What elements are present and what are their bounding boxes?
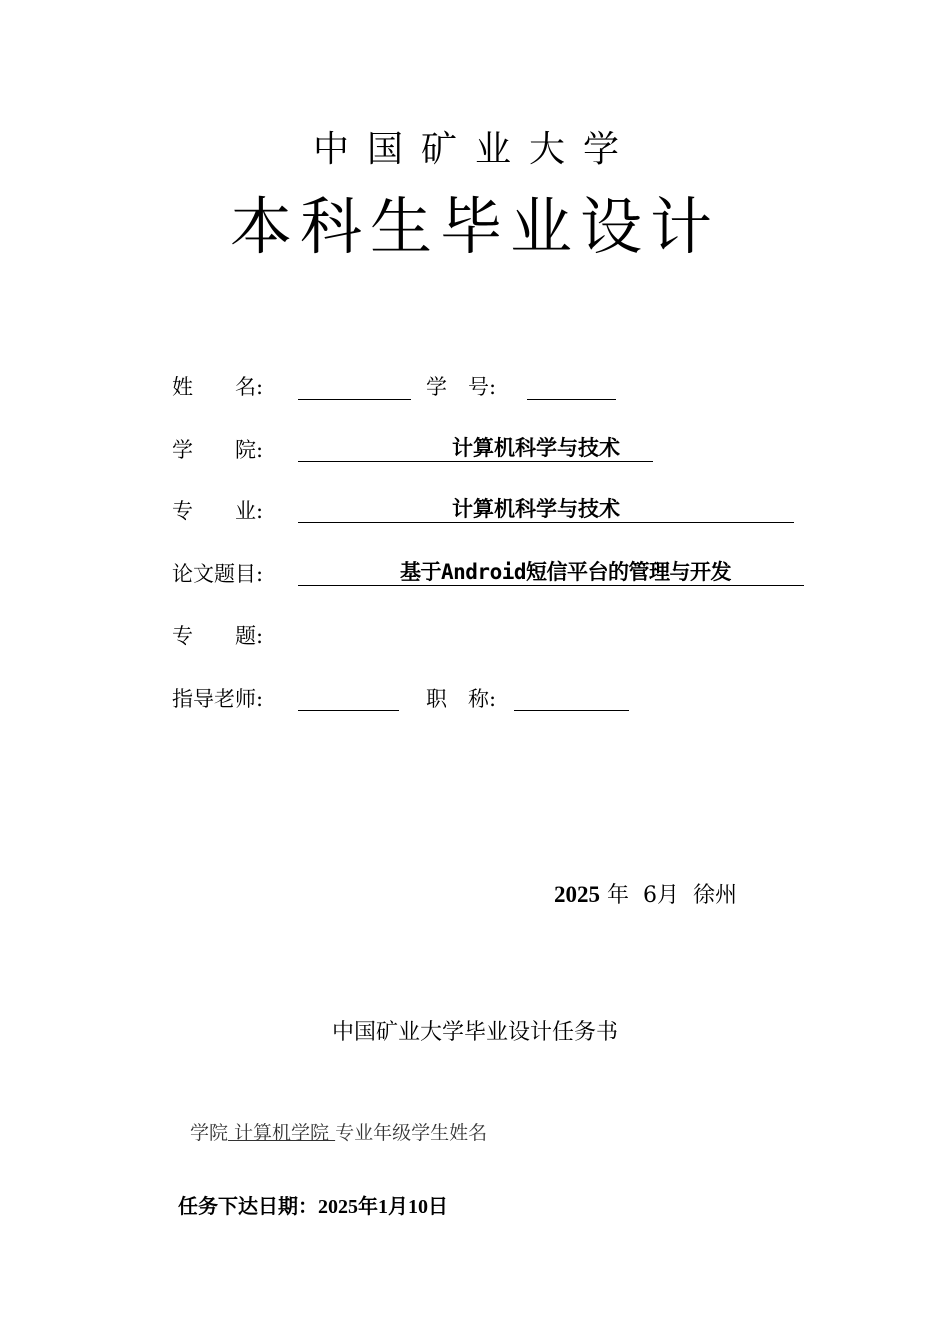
major-value: 计算机科学与技术 — [452, 497, 620, 521]
cover-month: 6月 — [643, 883, 680, 908]
task-college-prefix: 学院 — [190, 1122, 229, 1144]
college-value: 计算机科学与技术 — [452, 436, 620, 460]
task-college-line — [190, 1120, 487, 1146]
thesis-value: 基于Android短信平台的管理与开发 — [400, 560, 732, 584]
university-name: 中国矿业大学 — [312, 129, 637, 170]
task-book-title: 中国矿业大学毕业设计任务书 — [331, 1020, 618, 1045]
cover-year-unit: 年 — [607, 883, 630, 908]
thesis-label: 论文题目: — [172, 562, 264, 586]
task-issue-date: 任务下达日期：2025年1月10日 — [178, 1196, 448, 1218]
task-college-suffix: 专业年级学生姓名 — [335, 1122, 488, 1144]
cover-city: 徐州 — [693, 883, 738, 908]
rank-label: 职 称: — [426, 687, 497, 711]
name-field — [298, 372, 411, 400]
task-college-value: 计算机学院 — [228, 1122, 336, 1144]
document-title: 本科生毕业设计 — [229, 190, 720, 263]
student-id-field — [527, 372, 616, 400]
advisor-label: 指导老师: — [172, 687, 264, 711]
name-label: 姓 名: — [172, 375, 264, 399]
student-id-label: 学 号: — [426, 375, 497, 399]
cover-date — [554, 880, 737, 911]
college-label: 学 院: — [172, 438, 264, 462]
advisor-field — [298, 683, 399, 711]
topic-label: 专 题: — [172, 624, 264, 648]
major-label: 专 业: — [172, 499, 264, 523]
rank-field — [514, 683, 629, 711]
cover-year: 2025 — [554, 882, 600, 907]
